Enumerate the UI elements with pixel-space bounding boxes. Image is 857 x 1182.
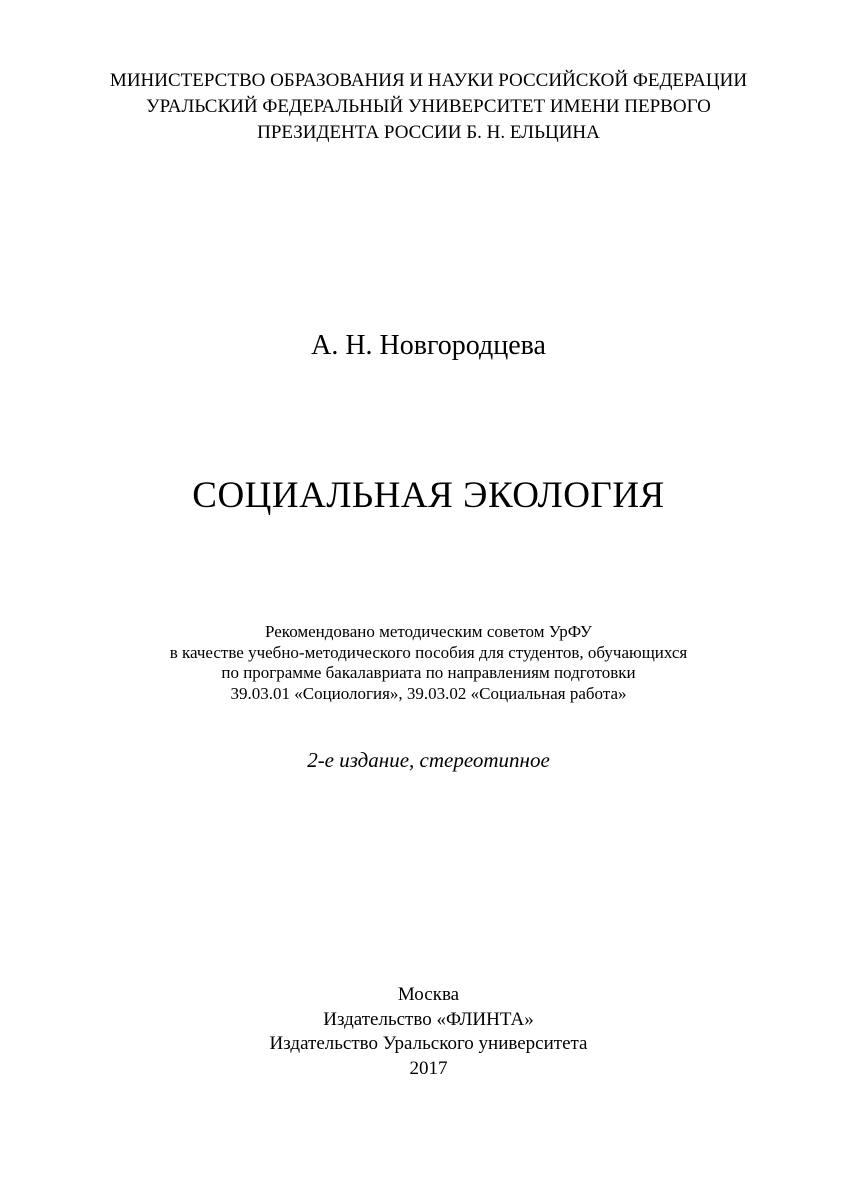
imprint bbox=[0, 983, 857, 1081]
book-title: СОЦИАЛЬНАЯ ЭКОЛОГИЯ bbox=[192, 475, 665, 516]
imprint-city: Москва bbox=[397, 984, 460, 1005]
recommendation-text bbox=[0, 622, 857, 704]
imprint-year: 2017 bbox=[409, 1057, 448, 1079]
imprint-publisher-flinta: Издательство «ФЛИНТА» bbox=[323, 1008, 534, 1030]
recommendation-line-2: в качестве учебно-методического пособия для студентов, обучающихся bbox=[169, 642, 688, 662]
edition-note: 2-е издание, стереотипное bbox=[307, 748, 550, 772]
imprint-publisher-urfu: Издательство Уральского университета bbox=[269, 1033, 588, 1054]
ministry-line: МИНИСТЕРСТВО ОБРАЗОВАНИЯ И НАУКИ РОССИЙСКОЙ ФЕДЕРАЦИИ bbox=[109, 70, 748, 91]
university-line-2: ПРЕЗИДЕНТА РОССИИ Б. Н. ЕЛЬЦИНА bbox=[257, 122, 600, 143]
recommendation-line-1: Рекомендовано методическим советом УрФУ bbox=[265, 622, 592, 641]
author-name: А. Н. Новгородцева bbox=[311, 330, 546, 361]
recommendation-line-3: по программе бакалавриата по направлениям подготовки bbox=[221, 663, 636, 682]
university-line-1: УРАЛЬСКИЙ ФЕДЕРАЛЬНЫЙ УНИВЕРСИТЕТ ИМЕНИ ПЕРВОГО bbox=[146, 96, 711, 117]
recommendation-line-4: 39.03.01 «Социология», 39.03.02 «Социальная работа» bbox=[230, 683, 627, 703]
institution-header bbox=[0, 68, 857, 146]
